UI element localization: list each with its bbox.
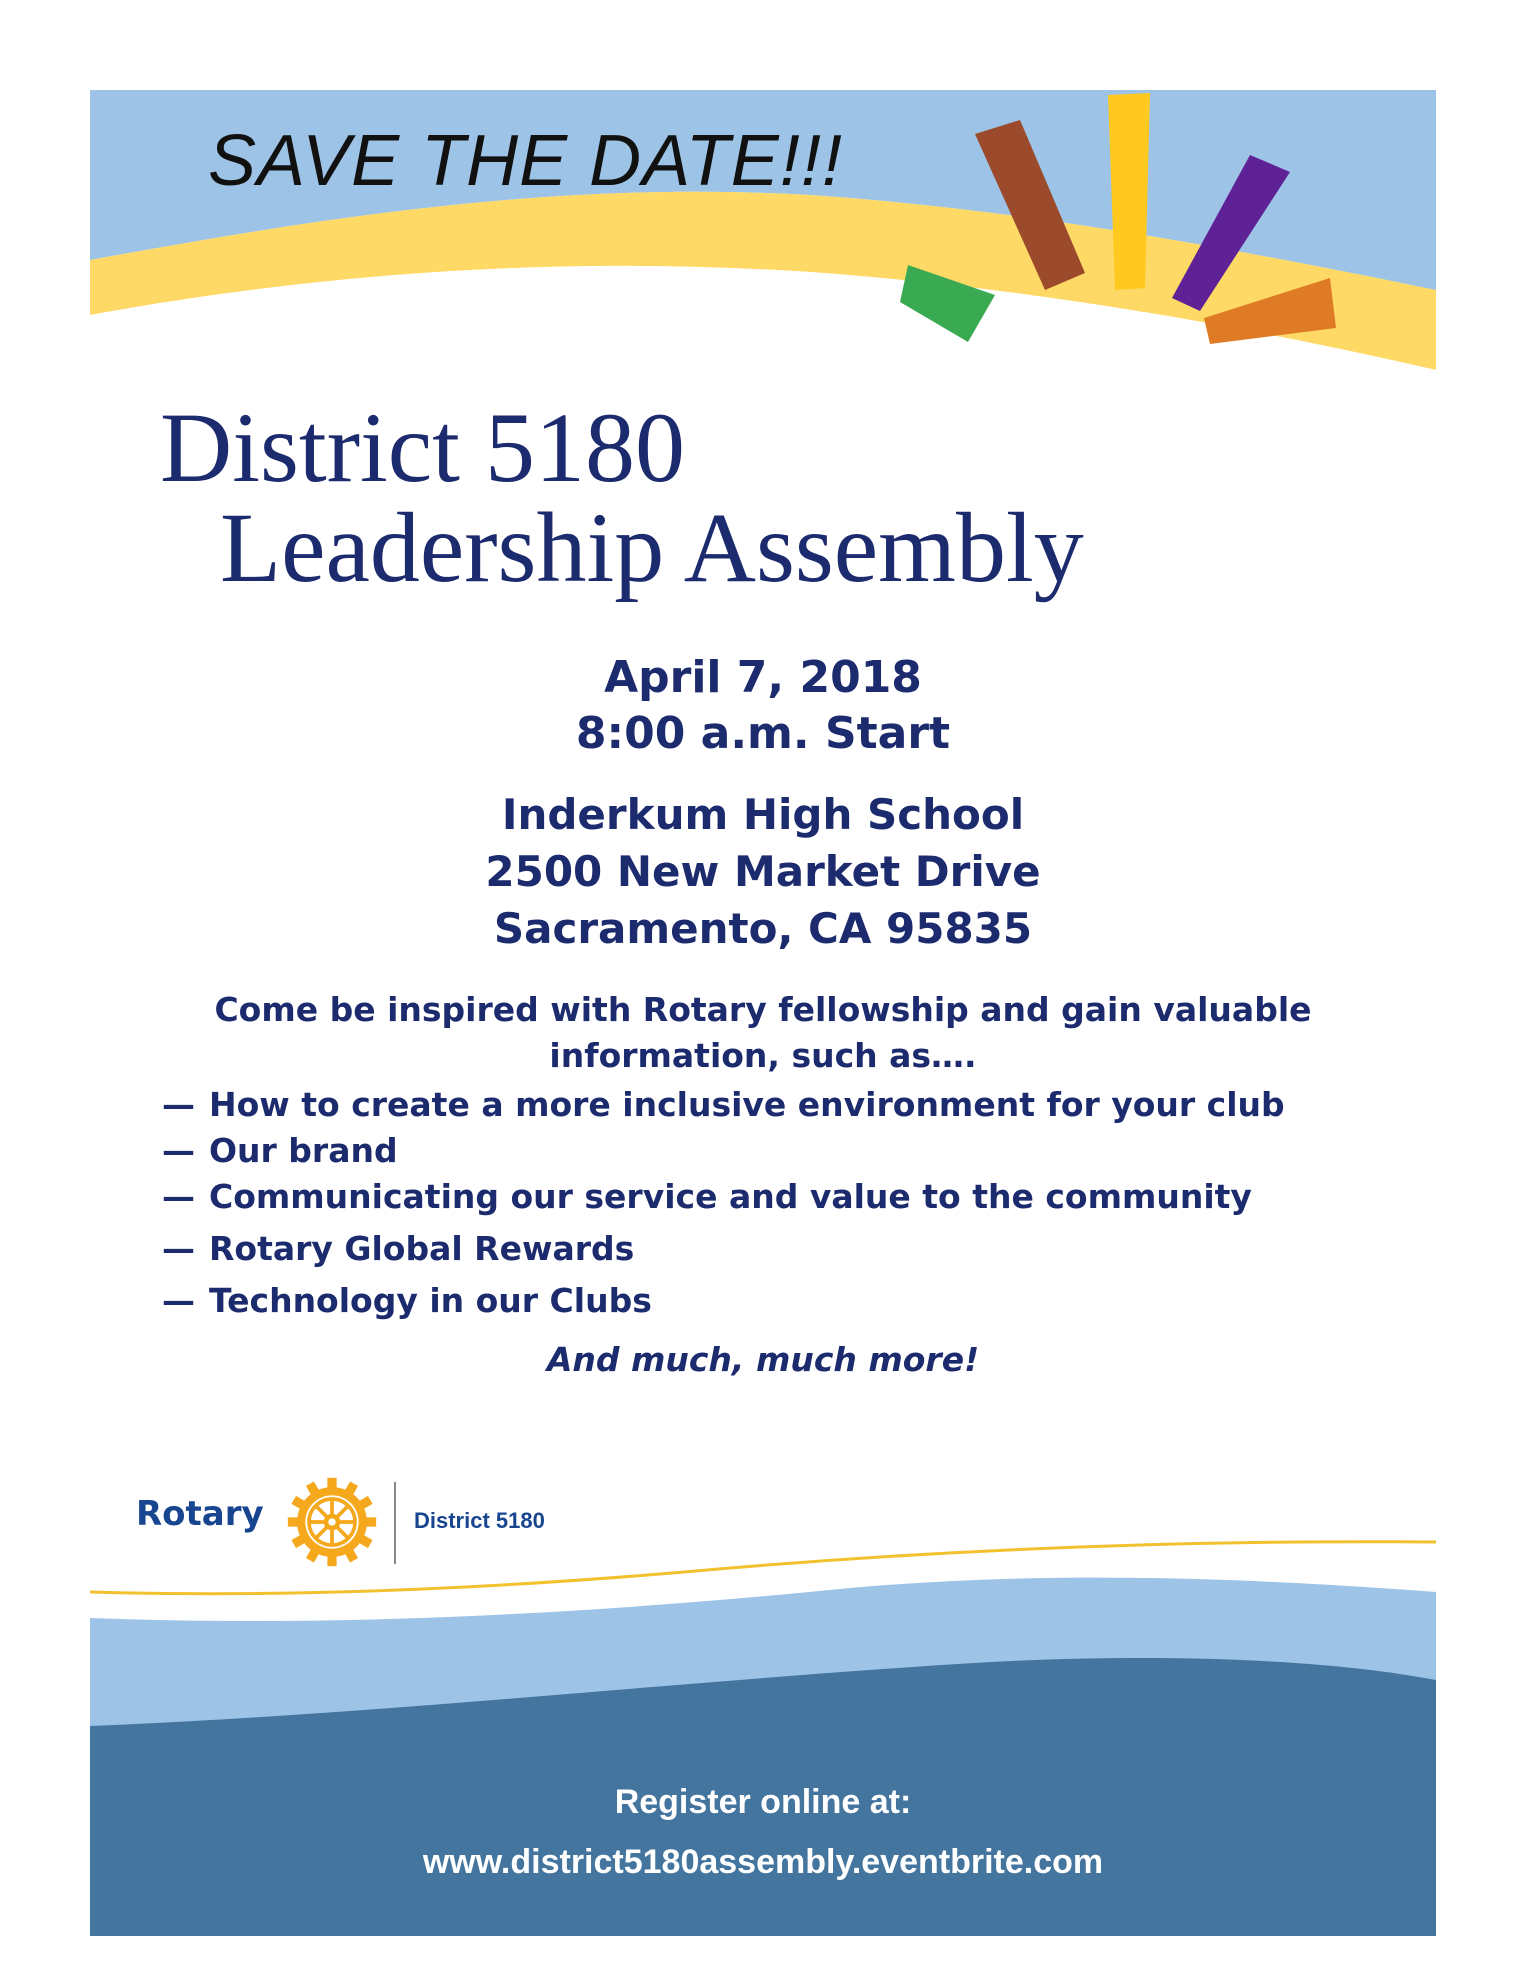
dash-marker: —	[162, 1177, 195, 1216]
save-the-date-heading: SAVE THE DATE!!!	[208, 121, 843, 201]
list-item	[162, 1224, 1412, 1274]
list-item	[162, 1172, 1412, 1222]
dash-marker: —	[162, 1281, 195, 1320]
list-item	[162, 1080, 1412, 1130]
event-venue: Inderkum High School	[501, 790, 1025, 839]
register-label: Register online at:	[614, 1783, 912, 1821]
topic-text: How to create a more inclusive environment for your club	[209, 1085, 1285, 1124]
rotary-wordmark: Rotary	[136, 1494, 264, 1534]
flyer	[90, 90, 1436, 1936]
register-url-link[interactable]: www.district5180assembly.eventbrite.com	[422, 1843, 1104, 1881]
topic-text: Communicating our service and value to the community	[209, 1177, 1252, 1216]
list-item	[162, 1126, 1412, 1176]
event-time: 8:00 a.m. Start	[575, 708, 951, 759]
topic-text: Our brand	[209, 1131, 398, 1170]
event-street: 2500 New Market Drive	[485, 847, 1041, 896]
list-item	[162, 1276, 1412, 1326]
intro-line2: information, such as….	[549, 1036, 977, 1075]
event-title-line1: District 5180	[160, 392, 685, 503]
event-city: Sacramento, CA 95835	[493, 904, 1033, 953]
topic-text: Rotary Global Rewards	[209, 1229, 635, 1268]
topic-list	[162, 1080, 1412, 1326]
topic-text: Technology in our Clubs	[209, 1281, 652, 1320]
dash-marker: —	[162, 1131, 195, 1170]
intro-line1: Come be inspired with Rotary fellowship and gain valuable	[214, 990, 1312, 1029]
closing-line: And much, much more!	[546, 1340, 980, 1379]
event-date: April 7, 2018	[604, 652, 922, 703]
logo-district-label: District 5180	[414, 1508, 545, 1533]
dash-marker: —	[162, 1085, 195, 1124]
event-title-line2: Leadership Assembly	[220, 492, 1084, 603]
dash-marker: —	[162, 1229, 195, 1268]
